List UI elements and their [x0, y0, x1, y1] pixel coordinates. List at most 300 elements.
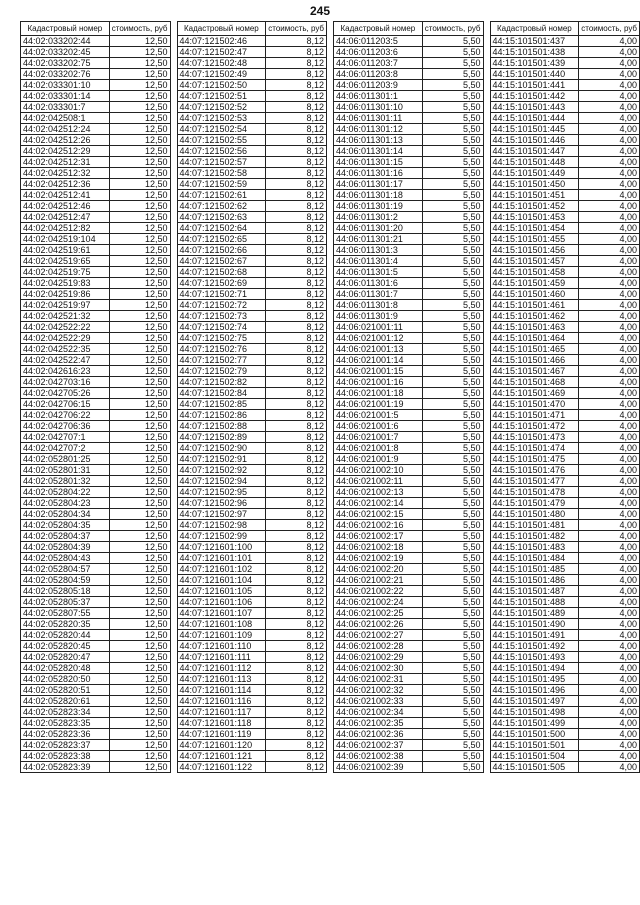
cadastral-number-cell: 44:06:021002:20: [334, 564, 423, 575]
cadastral-number-cell: 44:07:121601:114: [177, 685, 266, 696]
cost-cell: 12,50: [109, 487, 170, 498]
table-row: [490, 454, 640, 465]
cadastral-number-cell: 44:15:101501:449: [490, 168, 579, 179]
table-row: [177, 630, 327, 641]
cost-cell: 4,00: [579, 498, 640, 509]
cadastral-number-cell: 44:15:101501:453: [490, 212, 579, 223]
table-row: [177, 102, 327, 113]
table-row: [490, 718, 640, 729]
cost-cell: 12,50: [109, 333, 170, 344]
cadastral-number-cell: 44:06:011301:13: [334, 135, 423, 146]
table-row: [21, 410, 171, 421]
table-row: [177, 333, 327, 344]
cost-cell: 4,00: [579, 234, 640, 245]
cadastral-number-cell: 44:07:121502:75: [177, 333, 266, 344]
cost-cell: 4,00: [579, 663, 640, 674]
cadastral-table-4: [490, 21, 640, 773]
cadastral-number-cell: 44:15:101501:471: [490, 410, 579, 421]
cadastral-number-cell: 44:15:101501:441: [490, 80, 579, 91]
cost-cell: 12,50: [109, 465, 170, 476]
cadastral-number-cell: 44:02:042522:22: [21, 322, 110, 333]
cadastral-number-cell: 44:06:011203:8: [334, 69, 423, 80]
cost-cell: 12,50: [109, 553, 170, 564]
table-row: [21, 553, 171, 564]
cadastral-number-cell: 44:06:021002:36: [334, 729, 423, 740]
cost-cell: 4,00: [579, 179, 640, 190]
cadastral-number-cell: 44:07:121601:110: [177, 641, 266, 652]
cost-cell: 12,50: [109, 113, 170, 124]
cost-cell: 4,00: [579, 113, 640, 124]
table-row: [334, 564, 484, 575]
cadastral-number-cell: 44:06:011203:9: [334, 80, 423, 91]
cadastral-number-cell: 44:15:101501:501: [490, 740, 579, 751]
cost-cell: 8,12: [266, 674, 327, 685]
cadastral-number-cell: 44:07:121502:68: [177, 267, 266, 278]
cadastral-number-cell: 44:15:101501:461: [490, 300, 579, 311]
cadastral-number-cell: 44:02:052805:18: [21, 586, 110, 597]
table-row: [21, 289, 171, 300]
cost-cell: 12,50: [109, 36, 170, 47]
table-row: [334, 685, 484, 696]
table-row: [21, 432, 171, 443]
table-row: [490, 674, 640, 685]
table-row: [490, 190, 640, 201]
table-row: [177, 509, 327, 520]
cadastral-number-cell: 44:06:021001:13: [334, 344, 423, 355]
cost-cell: 4,00: [579, 344, 640, 355]
table-row: [334, 146, 484, 157]
cost-cell: 8,12: [266, 201, 327, 212]
cost-cell: 4,00: [579, 432, 640, 443]
table-row: [490, 124, 640, 135]
cost-cell: 8,12: [266, 454, 327, 465]
table-row: [177, 366, 327, 377]
cadastral-number-cell: 44:06:021001:18: [334, 388, 423, 399]
cadastral-number-cell: 44:07:121502:49: [177, 69, 266, 80]
table-row: [21, 36, 171, 47]
table-row: [334, 256, 484, 267]
cost-cell: 12,50: [109, 124, 170, 135]
cost-cell: 8,12: [266, 542, 327, 553]
cadastral-number-cell: 44:07:121601:118: [177, 718, 266, 729]
table-row: [334, 465, 484, 476]
table-row: [334, 91, 484, 102]
cost-cell: 5,50: [422, 157, 483, 168]
cost-cell: 12,50: [109, 190, 170, 201]
cost-cell: 5,50: [422, 465, 483, 476]
cost-cell: 4,00: [579, 190, 640, 201]
table-row: [177, 740, 327, 751]
cadastral-number-cell: 44:02:033301:7: [21, 102, 110, 113]
table-row: [334, 520, 484, 531]
cost-cell: 12,50: [109, 135, 170, 146]
cost-cell: 4,00: [579, 223, 640, 234]
cost-cell: 5,50: [422, 344, 483, 355]
header-cost: стоимость, руб: [579, 22, 640, 36]
cost-cell: 12,50: [109, 454, 170, 465]
table-row: [177, 289, 327, 300]
cost-cell: 8,12: [266, 322, 327, 333]
cost-cell: 5,50: [422, 311, 483, 322]
cadastral-number-cell: 44:06:021001:15: [334, 366, 423, 377]
table-row: [21, 454, 171, 465]
cadastral-number-cell: 44:15:101501:477: [490, 476, 579, 487]
cost-cell: 5,50: [422, 729, 483, 740]
table-row: [490, 586, 640, 597]
cost-cell: 5,50: [422, 641, 483, 652]
table-row: [177, 542, 327, 553]
cost-cell: 5,50: [422, 201, 483, 212]
cost-cell: 5,50: [422, 663, 483, 674]
cadastral-number-cell: 44:02:042512:47: [21, 212, 110, 223]
cadastral-number-cell: 44:07:121502:84: [177, 388, 266, 399]
cost-cell: 8,12: [266, 641, 327, 652]
table-row: [334, 553, 484, 564]
table-row: [490, 663, 640, 674]
cadastral-number-cell: 44:06:021002:39: [334, 762, 423, 773]
table-row: [177, 36, 327, 47]
cadastral-number-cell: 44:07:121601:117: [177, 707, 266, 718]
cost-cell: 12,50: [109, 542, 170, 553]
cost-cell: 12,50: [109, 509, 170, 520]
cadastral-number-cell: 44:02:042707:1: [21, 432, 110, 443]
cost-cell: 5,50: [422, 553, 483, 564]
cost-cell: 4,00: [579, 311, 640, 322]
cost-cell: 5,50: [422, 388, 483, 399]
table-row: [21, 201, 171, 212]
table-row: [177, 135, 327, 146]
table-row: [21, 509, 171, 520]
cost-cell: 4,00: [579, 454, 640, 465]
cadastral-number-cell: 44:15:101501:463: [490, 322, 579, 333]
table-row: [21, 575, 171, 586]
cadastral-number-cell: 44:06:021002:25: [334, 608, 423, 619]
cost-cell: 12,50: [109, 597, 170, 608]
table-row: [490, 201, 640, 212]
cadastral-number-cell: 44:02:052807:55: [21, 608, 110, 619]
cost-cell: 8,12: [266, 740, 327, 751]
cost-cell: 12,50: [109, 267, 170, 278]
table-row: [334, 696, 484, 707]
cadastral-number-cell: 44:02:042519:104: [21, 234, 110, 245]
table-row: [177, 190, 327, 201]
table-row: [334, 267, 484, 278]
cadastral-number-cell: 44:06:011301:14: [334, 146, 423, 157]
cost-cell: 12,50: [109, 366, 170, 377]
table-row: [334, 366, 484, 377]
table-row: [21, 168, 171, 179]
table-row: [177, 146, 327, 157]
cost-cell: 5,50: [422, 377, 483, 388]
table-row: [490, 531, 640, 542]
cost-cell: 4,00: [579, 157, 640, 168]
table-row: [21, 619, 171, 630]
table-row: [177, 641, 327, 652]
cost-cell: 12,50: [109, 399, 170, 410]
cost-cell: 12,50: [109, 564, 170, 575]
cadastral-number-cell: 44:15:101501:493: [490, 652, 579, 663]
cost-cell: 4,00: [579, 135, 640, 146]
cadastral-number-cell: 44:15:101501:482: [490, 531, 579, 542]
table-row: [21, 520, 171, 531]
cost-cell: 5,50: [422, 740, 483, 751]
cadastral-number-cell: 44:07:121502:69: [177, 278, 266, 289]
cadastral-number-cell: 44:15:101501:497: [490, 696, 579, 707]
cadastral-number-cell: 44:02:033202:45: [21, 47, 110, 58]
cadastral-number-cell: 44:02:042512:82: [21, 223, 110, 234]
cadastral-number-cell: 44:15:101501:485: [490, 564, 579, 575]
cost-cell: 12,50: [109, 674, 170, 685]
table-row: [177, 751, 327, 762]
cadastral-number-cell: 44:02:052820:61: [21, 696, 110, 707]
cadastral-number-cell: 44:06:011301:5: [334, 267, 423, 278]
cadastral-number-cell: 44:02:042616:23: [21, 366, 110, 377]
cadastral-number-cell: 44:02:052804:43: [21, 553, 110, 564]
cadastral-number-cell: 44:15:101501:504: [490, 751, 579, 762]
cadastral-number-cell: 44:06:021002:22: [334, 586, 423, 597]
table-row: [21, 641, 171, 652]
cost-cell: 8,12: [266, 91, 327, 102]
table-row: [334, 212, 484, 223]
table-row: [177, 465, 327, 476]
cadastral-number-cell: 44:07:121502:61: [177, 190, 266, 201]
table-row: [21, 729, 171, 740]
cadastral-number-cell: 44:15:101501:454: [490, 223, 579, 234]
cadastral-number-cell: 44:15:101501:468: [490, 377, 579, 388]
table-row: [490, 69, 640, 80]
cost-cell: 8,12: [266, 586, 327, 597]
cadastral-number-cell: 44:02:052820:35: [21, 619, 110, 630]
cadastral-number-cell: 44:07:121601:111: [177, 652, 266, 663]
cost-cell: 4,00: [579, 47, 640, 58]
table-row: [177, 223, 327, 234]
cadastral-number-cell: 44:07:121601:113: [177, 674, 266, 685]
cost-cell: 4,00: [579, 201, 640, 212]
cadastral-number-cell: 44:15:101501:500: [490, 729, 579, 740]
cadastral-number-cell: 44:02:052823:39: [21, 762, 110, 773]
table-row: [490, 212, 640, 223]
cadastral-number-cell: 44:06:011301:19: [334, 201, 423, 212]
header-cost: стоимость, руб: [422, 22, 483, 36]
cadastral-number-cell: 44:02:052805:37: [21, 597, 110, 608]
cost-cell: 4,00: [579, 586, 640, 597]
cost-cell: 4,00: [579, 520, 640, 531]
cost-cell: 8,12: [266, 69, 327, 80]
cost-cell: 5,50: [422, 47, 483, 58]
cadastral-number-cell: 44:02:042706:15: [21, 399, 110, 410]
cadastral-number-cell: 44:15:101501:439: [490, 58, 579, 69]
cadastral-number-cell: 44:02:042705:26: [21, 388, 110, 399]
cost-cell: 12,50: [109, 157, 170, 168]
table-row: [177, 597, 327, 608]
cadastral-number-cell: 44:06:011301:10: [334, 102, 423, 113]
table-row: [21, 740, 171, 751]
table-row: [21, 245, 171, 256]
table-row: [490, 344, 640, 355]
table-row: [21, 69, 171, 80]
table-row: [177, 718, 327, 729]
table-row: [334, 322, 484, 333]
table-row: [177, 586, 327, 597]
table-row: [490, 311, 640, 322]
table-row: [334, 58, 484, 69]
table-row: [21, 476, 171, 487]
cost-cell: 8,12: [266, 707, 327, 718]
cost-cell: 12,50: [109, 432, 170, 443]
cost-cell: 5,50: [422, 245, 483, 256]
cost-cell: 8,12: [266, 663, 327, 674]
table-row: [334, 190, 484, 201]
table-row: [334, 542, 484, 553]
cadastral-number-cell: 44:06:011301:2: [334, 212, 423, 223]
cadastral-number-cell: 44:06:021002:31: [334, 674, 423, 685]
cost-cell: 4,00: [579, 740, 640, 751]
cost-cell: 5,50: [422, 179, 483, 190]
cadastral-number-cell: 44:07:121502:46: [177, 36, 266, 47]
table-row: [490, 80, 640, 91]
table-row: [490, 685, 640, 696]
table-row: [490, 575, 640, 586]
cost-cell: 5,50: [422, 751, 483, 762]
table-row: [21, 256, 171, 267]
cost-cell: 5,50: [422, 58, 483, 69]
table-row: [334, 377, 484, 388]
cost-cell: 5,50: [422, 300, 483, 311]
table-row: [490, 443, 640, 454]
cadastral-number-cell: 44:07:121502:88: [177, 421, 266, 432]
cost-cell: 4,00: [579, 212, 640, 223]
cost-cell: 12,50: [109, 410, 170, 421]
cost-cell: 5,50: [422, 619, 483, 630]
cost-cell: 12,50: [109, 751, 170, 762]
cadastral-number-cell: 44:07:121502:63: [177, 212, 266, 223]
cost-cell: 12,50: [109, 586, 170, 597]
cost-cell: 5,50: [422, 278, 483, 289]
table-row: [21, 179, 171, 190]
table-row: [21, 597, 171, 608]
table-row: [490, 289, 640, 300]
table-row: [490, 410, 640, 421]
cadastral-number-cell: 44:06:011203:5: [334, 36, 423, 47]
cost-cell: 12,50: [109, 619, 170, 630]
cost-cell: 12,50: [109, 740, 170, 751]
cadastral-number-cell: 44:02:042519:97: [21, 300, 110, 311]
table-row: [21, 135, 171, 146]
table-row: [490, 729, 640, 740]
cadastral-number-cell: 44:07:121601:120: [177, 740, 266, 751]
cost-cell: 8,12: [266, 344, 327, 355]
cadastral-number-cell: 44:15:101501:448: [490, 157, 579, 168]
cadastral-number-cell: 44:07:121502:85: [177, 399, 266, 410]
cadastral-number-cell: 44:02:033202:75: [21, 58, 110, 69]
cost-cell: 8,12: [266, 366, 327, 377]
table-row: [490, 762, 640, 773]
cost-cell: 12,50: [109, 47, 170, 58]
cadastral-number-cell: 44:07:121502:50: [177, 80, 266, 91]
cadastral-number-cell: 44:06:021002:34: [334, 707, 423, 718]
cost-cell: 8,12: [266, 311, 327, 322]
table-row: [177, 564, 327, 575]
cadastral-number-cell: 44:15:101501:470: [490, 399, 579, 410]
table-row: [490, 630, 640, 641]
table-row: [334, 421, 484, 432]
cost-cell: 12,50: [109, 344, 170, 355]
cost-cell: 4,00: [579, 399, 640, 410]
cost-cell: 8,12: [266, 58, 327, 69]
cadastral-number-cell: 44:15:101501:498: [490, 707, 579, 718]
cadastral-number-cell: 44:02:042512:46: [21, 201, 110, 212]
table-row: [490, 751, 640, 762]
table-row: [177, 531, 327, 542]
table-row: [177, 685, 327, 696]
cadastral-number-cell: 44:07:121601:106: [177, 597, 266, 608]
table-row: [490, 168, 640, 179]
cost-cell: 5,50: [422, 498, 483, 509]
table-row: [21, 696, 171, 707]
cadastral-number-cell: 44:06:021002:29: [334, 652, 423, 663]
cadastral-number-cell: 44:15:101501:464: [490, 333, 579, 344]
cadastral-number-cell: 44:15:101501:495: [490, 674, 579, 685]
tables-container: [20, 21, 640, 773]
cost-cell: 4,00: [579, 718, 640, 729]
cost-cell: 8,12: [266, 575, 327, 586]
table-row: [490, 256, 640, 267]
cadastral-number-cell: 44:06:021002:16: [334, 520, 423, 531]
table-row: [21, 531, 171, 542]
cadastral-number-cell: 44:06:021002:14: [334, 498, 423, 509]
table-row: [490, 740, 640, 751]
cadastral-number-cell: 44:07:121601:101: [177, 553, 266, 564]
cadastral-number-cell: 44:06:021001:19: [334, 399, 423, 410]
cost-cell: 8,12: [266, 179, 327, 190]
table-row: [177, 47, 327, 58]
cadastral-number-cell: 44:07:121502:51: [177, 91, 266, 102]
table-row: [21, 366, 171, 377]
cost-cell: 4,00: [579, 729, 640, 740]
cadastral-number-cell: 44:06:021002:26: [334, 619, 423, 630]
cadastral-number-cell: 44:02:052820:48: [21, 663, 110, 674]
cost-cell: 4,00: [579, 256, 640, 267]
table-row: [490, 355, 640, 366]
cadastral-number-cell: 44:15:101501:499: [490, 718, 579, 729]
cost-cell: 5,50: [422, 630, 483, 641]
cadastral-number-cell: 44:06:021002:32: [334, 685, 423, 696]
cadastral-number-cell: 44:06:011301:4: [334, 256, 423, 267]
cost-cell: 5,50: [422, 333, 483, 344]
cost-cell: 5,50: [422, 135, 483, 146]
cost-cell: 4,00: [579, 674, 640, 685]
cost-cell: 12,50: [109, 223, 170, 234]
table-row: [177, 267, 327, 278]
table-row: [21, 718, 171, 729]
cadastral-number-cell: 44:06:011301:21: [334, 234, 423, 245]
cost-cell: 4,00: [579, 245, 640, 256]
table-row: [334, 410, 484, 421]
cadastral-number-cell: 44:06:011301:17: [334, 179, 423, 190]
cadastral-number-cell: 44:06:021002:33: [334, 696, 423, 707]
cadastral-number-cell: 44:02:052804:35: [21, 520, 110, 531]
table-row: [21, 278, 171, 289]
cadastral-number-cell: 44:06:011301:3: [334, 245, 423, 256]
cadastral-number-cell: 44:15:101501:494: [490, 663, 579, 674]
cost-cell: 8,12: [266, 729, 327, 740]
table-row: [334, 531, 484, 542]
cadastral-number-cell: 44:07:121601:116: [177, 696, 266, 707]
table-row: [490, 135, 640, 146]
cadastral-number-cell: 44:06:021002:24: [334, 597, 423, 608]
table-row: [177, 663, 327, 674]
table-row: [177, 421, 327, 432]
